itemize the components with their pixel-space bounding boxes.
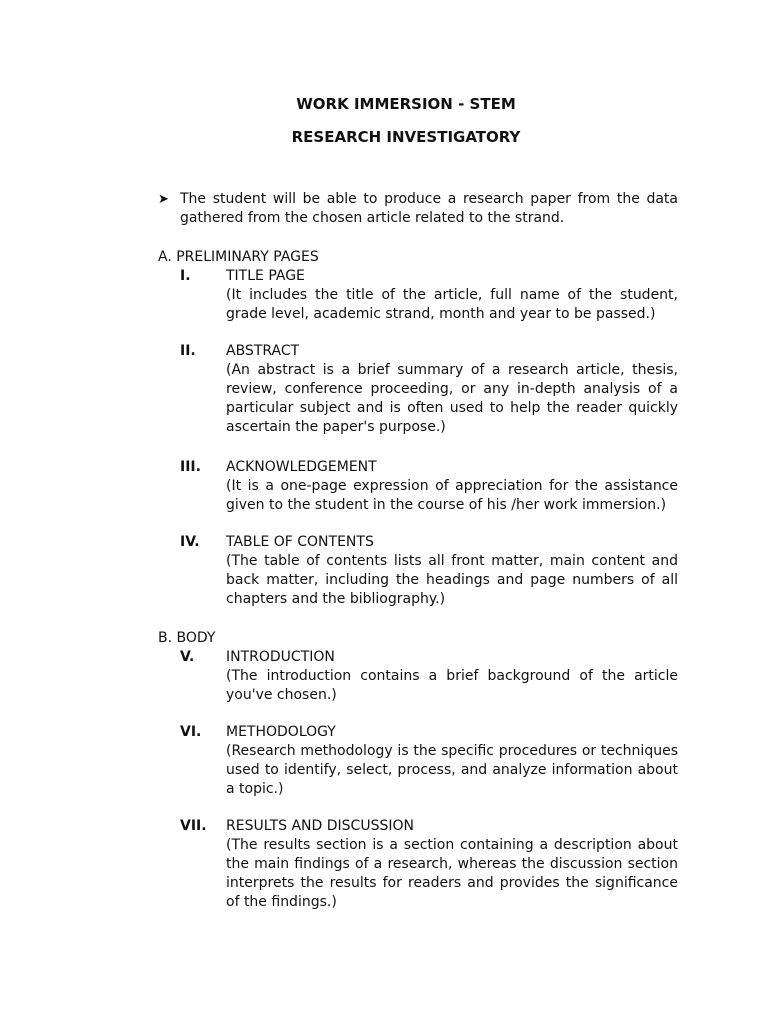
item-numeral: VII. — [180, 818, 207, 834]
objective-bullet — [158, 190, 678, 228]
item-description: (The introduction contains a brief background of the article you've chosen.) — [226, 668, 678, 703]
item-numeral: I. — [180, 268, 191, 284]
document-title: WORK IMMERSION - STEM — [296, 95, 516, 113]
outline-item-results-and-discussion — [180, 817, 678, 912]
item-description: (It includes the title of the article, full name of the student, grade level, academic strand, month and year to be passed.) — [226, 287, 678, 322]
item-title: TITLE PAGE — [226, 268, 305, 284]
objective-text: The student will be able to produce a research paper from the data gathered from the chosen article related to the strand. — [180, 191, 678, 226]
arrow-bullet-icon: ➤ — [158, 192, 169, 207]
item-title: RESULTS AND DISCUSSION — [226, 818, 414, 834]
item-numeral: IV. — [180, 534, 200, 550]
outline-item-introduction — [180, 648, 678, 705]
item-numeral: II. — [180, 343, 196, 359]
item-description: (Research methodology is the specific procedures or techniques used to identify, select, process, and analyze information about a topic.) — [226, 743, 678, 797]
item-title: ACKNOWLEDGEMENT — [226, 459, 377, 475]
outline-item-methodology — [180, 723, 678, 799]
item-title: ABSTRACT — [226, 343, 300, 359]
item-numeral: III. — [180, 459, 201, 475]
item-title: INTRODUCTION — [226, 649, 335, 665]
section-heading-body: B. BODY — [158, 630, 216, 646]
document-subtitle: RESEARCH INVESTIGATORY — [291, 128, 521, 146]
outline-item-title-page — [180, 267, 678, 324]
outline-item-table-of-contents — [180, 533, 678, 609]
item-title: METHODOLOGY — [226, 724, 336, 740]
item-title: TABLE OF CONTENTS — [226, 534, 374, 550]
item-description: (The results section is a section containing a description about the main findings of a research, whereas the discussion section interprets the results for readers and provides the significance of the findings.) — [226, 837, 678, 910]
outline-item-acknowledgement — [180, 458, 678, 515]
item-description: (The table of contents lists all front matter, main content and back matter, including the headings and page numbers of all chapters and the bibliography.) — [226, 553, 678, 607]
item-numeral: V. — [180, 649, 195, 665]
section-heading-preliminary: A. PRELIMINARY PAGES — [158, 249, 319, 265]
item-description: (An abstract is a brief summary of a research article, thesis, review, conference proceeding, or any in-depth analysis of a particular subject and is often used to help the reader quickly ascertain the paper's purpose.) — [226, 362, 678, 435]
item-description: (It is a one-page expression of appreciation for the assistance given to the student in the course of his /her work immersion.) — [226, 478, 678, 513]
item-numeral: VI. — [180, 724, 202, 740]
outline-item-abstract — [180, 342, 678, 437]
